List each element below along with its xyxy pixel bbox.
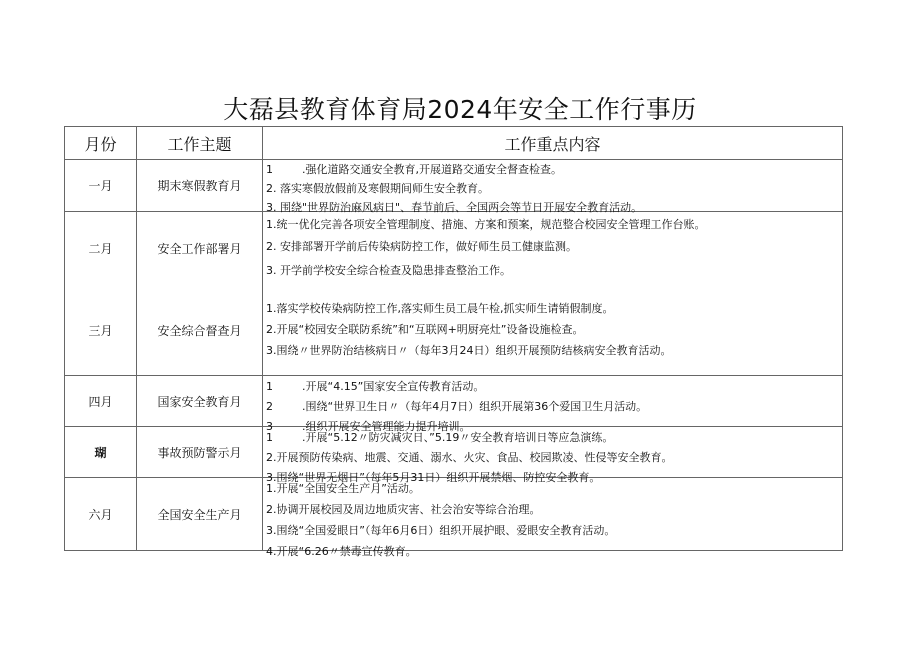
theme-cell: 事故预防警示月 xyxy=(137,427,263,478)
table-row xyxy=(65,286,843,376)
list-item: 2. 落实寒假放假前及寒假期间师生安全教育。 xyxy=(266,182,489,195)
list-item: 1.统一优化完善各项安全管理制度、措施、方案和预案，规范整合校园安全管理工作台账。 xyxy=(266,218,706,231)
list-item: 2.开展“校园安全联防系统”和“互联网+明厨亮灶”设备设施检查。 xyxy=(266,322,584,336)
table-row xyxy=(65,478,843,551)
list-item: 1.开展“全国安全生产月”活动。 xyxy=(266,482,420,495)
document-title: 大磊县教育体育局2024年安全工作行事历 xyxy=(223,95,697,124)
list-item: 3 .组织开展安全管理能力提升培训。 xyxy=(266,420,471,433)
theme-cell: 期末寒假教育月 xyxy=(137,160,263,212)
table-header-row xyxy=(65,127,843,160)
month-cell: 一月 xyxy=(65,160,137,212)
month-cell: 六月 xyxy=(65,478,137,551)
header-theme: 工作主题 xyxy=(137,127,263,160)
month-cell: 瑚 xyxy=(65,427,137,478)
content-cell xyxy=(263,478,843,558)
content-cell xyxy=(263,160,843,212)
list-item: 1 .开展“5.12〃防灾减灾日、”5.19〃安全教育培训日等应急演练。 xyxy=(266,431,614,444)
table-row xyxy=(65,160,843,212)
header-content: 工作重点内容 xyxy=(263,127,843,160)
table-row xyxy=(65,212,843,286)
list-item: 1 .强化道路交通安全教育,开展道路交通安全督查检查。 xyxy=(266,163,562,176)
theme-cell: 全国安全生产月 xyxy=(137,478,263,551)
list-item: 1 .开展“4.15”国家安全宣传教育活动。 xyxy=(266,380,485,393)
list-item: 3.围绕“世界无烟日”（每年5月31日）组织开展禁烟、防控安全教育。 xyxy=(266,471,601,484)
content-cell xyxy=(263,286,843,376)
month-cell: 三月 xyxy=(65,286,137,376)
list-item: 2 .围绕“世界卫生日〃（每年4月7日）组织开展第36个爱国卫生月活动。 xyxy=(266,400,648,413)
list-item: 2.协调开展校园及周边地质灾害、社会治安等综合治理。 xyxy=(266,503,541,516)
month-cell: 四月 xyxy=(65,376,137,427)
table-row xyxy=(65,427,843,478)
list-item: 1.落实学校传染病防控工作,落实师生员工晨午检,抓实师生请销假制度。 xyxy=(266,301,614,315)
header-month: 月份 xyxy=(65,127,137,160)
content-cell xyxy=(263,212,843,286)
month-cell: 二月 xyxy=(65,212,137,286)
theme-cell: 国家安全教育月 xyxy=(137,376,263,427)
list-item: 3. 围绕"世界防治麻风病日"、春节前后、全国两会等节日开展安全教育活动。 xyxy=(266,201,643,214)
table-row xyxy=(65,376,843,427)
content-cell xyxy=(263,427,843,484)
list-item: 3.围绕〃世界防治结核病日〃（每年3月24日）组织开展预防结核病安全教育活动。 xyxy=(266,343,672,357)
list-item: 2. 安排部署开学前后传染病防控工作，做好师生员工健康监测。 xyxy=(266,240,577,253)
content-cell xyxy=(263,376,843,433)
list-item: 3. 开学前学校安全综合检查及隐患排查整治工作。 xyxy=(266,264,511,277)
list-item: 4.开展“6.26〃禁毒宣传教育。 xyxy=(266,545,417,558)
list-item: 3.围绕“全国爱眼日”（每年6月6日）组织开展护眼、爱眼安全教育活动。 xyxy=(266,524,616,537)
theme-cell: 安全综合督查月 xyxy=(137,286,263,376)
safety-calendar-table xyxy=(64,126,843,558)
theme-cell: 安全工作部署月 xyxy=(137,212,263,286)
list-item: 2.开展预防传染病、地震、交通、溺水、火灾、食品、校园欺凌、性侵等安全教育。 xyxy=(266,451,673,464)
